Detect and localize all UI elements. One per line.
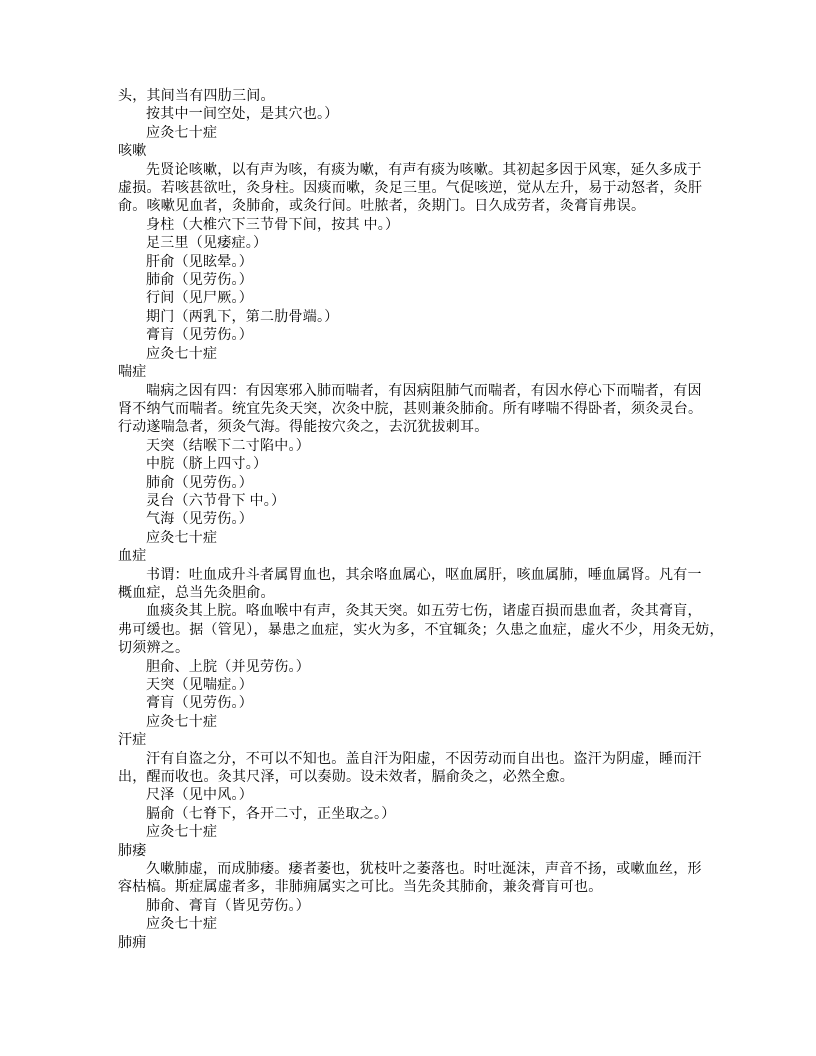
text-line: 书谓：吐血成升斗者属胃血也，其余咯血属心，呕血属肝，咳血属肺，唾血属肾。凡有一 xyxy=(146,567,702,583)
document-body xyxy=(118,88,724,953)
text-line: 按其中一间空处，是其穴也。） xyxy=(146,107,339,123)
text-line: 行动遂喘急者，须灸气海。得能按穴灸之，去沉犹拔刺耳。 xyxy=(118,420,489,436)
text-line: 肺俞（见劳伤。） xyxy=(146,475,253,491)
text-line: 切须辨之。 xyxy=(118,641,190,657)
text-line: 应灸七十症 xyxy=(146,917,218,933)
text-line: 肺俞、膏肓（皆见劳伤。） xyxy=(146,898,310,914)
text-line: 应灸七十症 xyxy=(146,125,218,141)
text-line: 肾不纳气而喘者。统宜先灸天突，次灸中脘，甚则兼灸肺俞。所有哮喘不得卧者，须灸灵台。 xyxy=(118,401,703,417)
text-line: 天突（结喉下二寸陷中。） xyxy=(146,438,310,454)
text-line: 应灸七十症 xyxy=(146,825,218,841)
text-line: 血症 xyxy=(118,549,147,565)
text-line: 容枯槁。斯症属虚者多，非肺痈属实之可比。当先灸其肺俞，兼灸膏肓可也。 xyxy=(118,880,603,896)
text-line: 应灸七十症 xyxy=(146,530,218,546)
text-line: 身柱（大椎穴下三节骨下间，按其 中。） xyxy=(146,217,400,233)
text-line: 虚损。若咳甚欲吐，灸身柱。因痰而嗽，灸足三里。气促咳逆，觉从左升，易于动怒者，灸肝 xyxy=(118,181,703,197)
text-line: 足三里（见痿症。） xyxy=(146,236,268,252)
text-line: 先贤论咳嗽，以有声为咳，有痰为嗽，有声有痰为咳嗽。其初起多因于风寒，延久多成于 xyxy=(146,162,702,178)
text-line: 喘症 xyxy=(118,365,147,381)
text-line: 膈俞（七脊下，各开二寸，正坐取之。） xyxy=(146,806,396,822)
text-line: 血痰灸其上脘。咯血喉中有声，灸其天突。如五劳七伤，诸虚百损而患血者，灸其膏肓， xyxy=(146,604,702,620)
text-line: 喘病之因有四：有因寒邪入肺而喘者，有因病阻肺气而喘者，有因水停心下而喘者，有因 xyxy=(146,383,702,399)
text-line: 久嗽肺虚，而成肺痿。痿者萎也，犹枝叶之萎落也。时吐涎沫，声音不扬，或嗽血丝，形 xyxy=(146,862,702,878)
text-line: 肝俞（见眩晕。） xyxy=(146,254,253,270)
text-line: 膏肓（见劳伤。） xyxy=(146,328,253,344)
text-line: 天突（见喘症。） xyxy=(146,678,253,693)
text-line: 概血症，总当先灸胆俞。 xyxy=(118,585,275,601)
text-line: 期门（两乳下，第二肋骨端。） xyxy=(146,309,339,325)
text-line: 肺痿 xyxy=(118,843,147,859)
text-line: 应灸七十症 xyxy=(146,714,218,730)
text-line: 肺痈 xyxy=(118,935,147,951)
text-line: 中脘（脐上四寸。） xyxy=(146,457,268,473)
text-line: 汗有自盗之分，不可以不知也。盖自汗为阳虚，不因劳动而自出也。盗汗为阴虚，睡而汗 xyxy=(146,751,702,767)
text-line: 膏肓（见劳伤。） xyxy=(146,696,253,712)
text-line: 弗可缓也。据（管见），暴患之血症，实火为多，不宜辄灸；久患之血症，虚火不少，用灸无妨， xyxy=(118,622,724,638)
text-line: 行间（见尸厥。） xyxy=(146,291,253,307)
text-line: 汗症 xyxy=(118,733,147,749)
text-line: 尺泽（见中风。） xyxy=(146,788,253,804)
text-line: 应灸七十症 xyxy=(146,346,218,362)
text-line: 肺俞（见劳伤。） xyxy=(146,273,253,289)
text-line: 灵台（六节骨下 中。） xyxy=(146,493,286,509)
text-line: 头，其间当有四肋三间。 xyxy=(118,89,275,104)
text-line: 俞。咳嗽见血者，灸肺俞，或灸行间。吐脓者，灸期门。日久成劳者，灸膏肓弗误。 xyxy=(118,199,646,215)
text-line: 胆俞、上脘（并见劳伤。） xyxy=(146,659,310,675)
text-line: 出，醒而收也。灸其尺泽，可以奏勋。设未效者，膈俞灸之，必然全愈。 xyxy=(118,770,574,786)
text-line: 气海（见劳伤。） xyxy=(146,512,253,528)
text-line: 咳嗽 xyxy=(118,144,147,160)
